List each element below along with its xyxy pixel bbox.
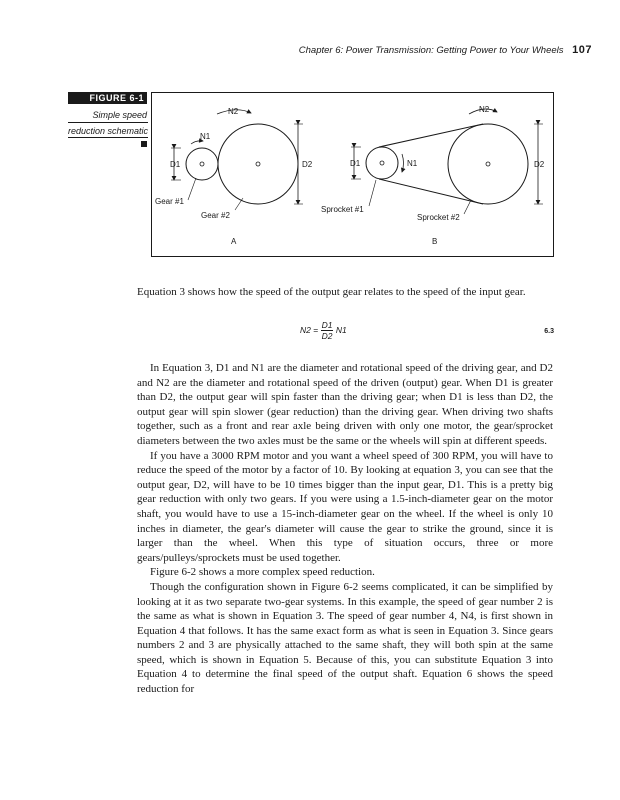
figure-diagram	[151, 92, 554, 257]
label-n2-a: N2	[228, 107, 239, 116]
gear-2-hub	[256, 162, 260, 166]
label-d2-a: D2	[302, 160, 313, 169]
label-n1-b: N1	[407, 159, 418, 168]
label-gear-2: Gear #2	[201, 211, 230, 220]
label-d1-b: D1	[350, 159, 361, 168]
sprocket-1-circle	[366, 147, 398, 179]
equation-numerator: D1	[321, 320, 333, 330]
gear-2-circle	[218, 124, 298, 204]
sprocket-1-leader	[369, 180, 376, 206]
panel-label-b: B	[432, 237, 438, 246]
panel-label-a: A	[231, 237, 237, 246]
sprocket-2-leader	[464, 200, 471, 214]
figure-caption-line1: Simple speed	[92, 110, 147, 120]
chain-bottom	[379, 179, 483, 204]
caption-rule	[68, 122, 148, 123]
chapter-title: Chapter 6: Power Transmission: Getting Power to Your Wheels	[298, 45, 564, 56]
running-header	[299, 44, 592, 56]
gear-1-hub	[200, 162, 204, 166]
equation-lhs: N2	[300, 324, 311, 335]
label-d2-b: D2	[534, 160, 545, 169]
gear-2-leader	[235, 198, 243, 210]
equation-6-3	[300, 320, 554, 346]
equation-fraction	[321, 320, 334, 341]
sprocket-2-circle	[448, 124, 528, 204]
paragraph: Though the configuration shown in Figure 6-2 seems complicated, it can be simplified by looking at it as two separate two-gear systems. In this example, the speed of gear number 2 is the same as what is shown in Equation 3. The speed of gear number 4, N4, is first shown in Equation 4 that follows. It has the same exact form as what is seen in Equation 3. Since gears numbers 2 and 3 are physically attached to the same shaft, they will both spin at the same speed, which is shown in Equation 5. Because of this, you can substitute Equation 3 into Equation 4 to determine the final speed of the output shaft. Equation 6 shows the speed reduction for	[137, 580, 553, 696]
label-d1-a: D1	[170, 160, 181, 169]
gear-1-circle	[186, 148, 218, 180]
paragraph: In Equation 3, D1 and N1 are the diameter and rotational speed of the driving gear, and D2 and N2 are the diameter and rotational speed of the driven (output) gear. When D1 is greater than D2, the output gear will spin faster than the driving gear; when D1 is less than D2, the output gear will spin slower (gear reduction) than the driving gear. When driving two shafts together, such as a front and rear axle being driven with only one motor, the gear/sprocket diameters between the two axles must be the same or the wheels will spin at different speeds.	[137, 362, 553, 447]
equation-denominator: D2	[321, 331, 333, 341]
label-sprocket-1: Sprocket #1	[321, 205, 364, 214]
gear-1-leader	[188, 178, 196, 200]
body-text	[137, 361, 553, 697]
sprocket-1-hub	[380, 161, 384, 165]
label-gear-1: Gear #1	[155, 197, 184, 206]
figure-caption-line2: reduction schematic	[68, 126, 149, 136]
equation-equals: =	[313, 324, 319, 335]
figure-label: FIGURE 6-1	[68, 92, 147, 104]
n1-rotation-arrow	[402, 154, 404, 172]
chain-top	[379, 124, 483, 147]
paragraph: If you have a 3000 RPM motor and you want a wheel speed of 300 RPM, you will have to reduce the speed of the motor by a factor of 10. By looking at equation 3, you can see that the output gear, D2, will have to be 10 times bigger than the input gear, D1. This is a pretty big gear reduction with only two gears. If you were using a 1.5-inch-diameter gear on the motor shaft, you would have to use a 15-inch-diameter gear on the wheel. If the wheel is only 10 inches in diameter, the gear's diameter will cause the gear to strike the ground, since it is larger than the wheel. When this type of situation occurs, three or more gears/pulleys/sprockets must be used together.	[137, 449, 553, 564]
n1-rotation-arrow	[191, 141, 203, 144]
equation-rhs: N1	[335, 324, 347, 335]
label-sprocket-2: Sprocket #2	[417, 213, 460, 222]
label-n2-b: N2	[479, 105, 490, 114]
sprocket-2-hub	[486, 162, 490, 166]
label-n1-a: N1	[200, 132, 211, 141]
caption-rule	[68, 137, 148, 138]
caption-marker	[141, 141, 147, 147]
paragraph: Figure 6-2 shows a more complex speed reduction.	[150, 566, 375, 579]
figure-frame	[152, 93, 554, 257]
equation-number: 6.3	[544, 328, 554, 335]
intro-paragraph: Equation 3 shows how the speed of the output gear relates to the speed of the input gear.	[137, 286, 526, 298]
page-number: 107	[572, 44, 592, 56]
